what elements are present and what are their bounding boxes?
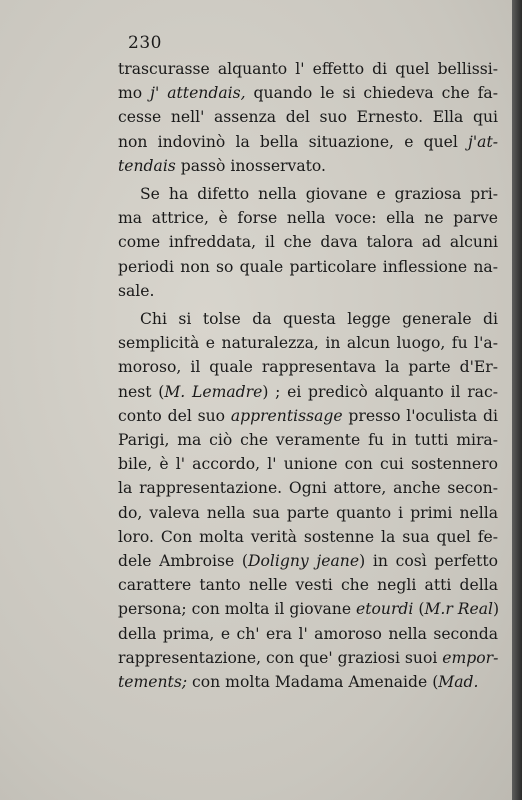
text-line — [118, 670, 498, 694]
book-spine — [512, 0, 522, 800]
text-line — [118, 130, 498, 154]
italic-text: tements; — [118, 673, 188, 692]
text-run: Se ha difetto nella giovane e graziosa pri- — [140, 185, 498, 204]
text-line — [118, 525, 498, 549]
text-line — [118, 57, 498, 81]
page-number: 230 — [128, 33, 162, 53]
text-run: ) in così perfetto — [359, 552, 498, 571]
text-line — [118, 307, 498, 331]
text-run: con molta Madama Amenaide ( — [187, 673, 439, 692]
text-line — [118, 380, 498, 404]
text-line — [118, 105, 498, 129]
text-line — [118, 452, 498, 476]
italic-text: apprentissage — [230, 406, 343, 425]
text-run: conto del suo — [118, 406, 231, 425]
text-line — [118, 230, 498, 254]
text-line — [118, 573, 498, 597]
text-run: come infreddata, il che dava talora ad alcuni — [118, 233, 498, 252]
text-run: bile, è l' accordo, l' unione con cui sostennero — [118, 455, 498, 474]
text-line — [118, 646, 498, 670]
text-line — [118, 206, 498, 230]
text-run: la rappresentazione. Ogni attore, anche secon- — [118, 479, 498, 498]
text-line — [118, 622, 498, 646]
text-run: dele Ambroise ( — [118, 552, 249, 571]
text-line — [118, 355, 498, 379]
text-run: Chi si tolse da questa legge generale di — [140, 310, 498, 329]
italic-text: j' attendais, — [150, 84, 246, 103]
text-line — [118, 255, 498, 279]
text-run: ma attrice, è forse nella voce: ella ne parve — [118, 209, 498, 228]
italic-text: M.r Real — [424, 600, 494, 619]
text-line — [118, 549, 498, 573]
text-run: cesse nell' assenza del suo Ernesto. Ella qui — [118, 108, 498, 127]
text-line — [118, 476, 498, 500]
text-run: persona; con molta il giovane — [118, 600, 357, 619]
paragraph — [118, 57, 498, 178]
text-run: della prima, e ch' era l' amoroso nella seconda — [118, 624, 498, 643]
text-run: periodi non so quale particolare inflessione na- — [118, 257, 498, 276]
text-run: moroso, il quale rappresentava la parte d'Er- — [118, 358, 498, 377]
text-line — [118, 81, 498, 105]
text-line — [118, 182, 498, 206]
text-run: semplicità e naturalezza, in alcun luogo, fu l'a- — [118, 334, 498, 353]
text-run: ) — [493, 600, 500, 619]
italic-text: j'at- — [468, 132, 498, 151]
text-line — [118, 501, 498, 525]
paragraph — [118, 182, 498, 303]
text-run: nest ( — [118, 382, 165, 401]
text-run: Parigi, ma ciò che veramente fu in tutti mira- — [118, 431, 498, 450]
italic-text: empor- — [442, 648, 499, 667]
italic-text: Doligny jeane — [248, 552, 360, 571]
text-run: ) ; ei predicò alquanto il rac- — [262, 382, 498, 401]
text-run: loro. Con molta verità sostenne la sua quel fe- — [118, 527, 498, 546]
paragraph — [118, 307, 498, 694]
text-line — [118, 279, 498, 303]
text-run: passò inosservato. — [175, 156, 326, 175]
text-line — [118, 597, 498, 621]
italic-text: M. Lemadre — [164, 382, 263, 401]
text-run: do, valeva nella sua parte quanto i primi nella — [118, 503, 498, 522]
text-run: carattere tanto nelle vesti che negli atti della — [118, 576, 498, 595]
text-run: non indovinò la bella situazione, e quel — [118, 132, 469, 151]
text-run: presso l'oculista di — [342, 406, 498, 425]
body-text — [118, 57, 498, 694]
italic-text: etourdi — [356, 600, 414, 619]
text-run: ( — [413, 600, 425, 619]
text-run: mo — [118, 84, 151, 103]
italic-text: Mad. — [438, 673, 479, 692]
text-line — [118, 404, 498, 428]
text-run: sale. — [118, 281, 155, 300]
text-run: quando le si chiedeva che fa- — [245, 84, 498, 103]
text-line — [118, 331, 498, 355]
text-run: rappresentazione, con que' graziosi suoi — [118, 648, 443, 667]
italic-text: tendais — [118, 156, 176, 175]
text-line — [118, 428, 498, 452]
text-run: trascurasse alquanto l' effetto di quel bellissi- — [118, 60, 498, 78]
text-line — [118, 154, 498, 178]
